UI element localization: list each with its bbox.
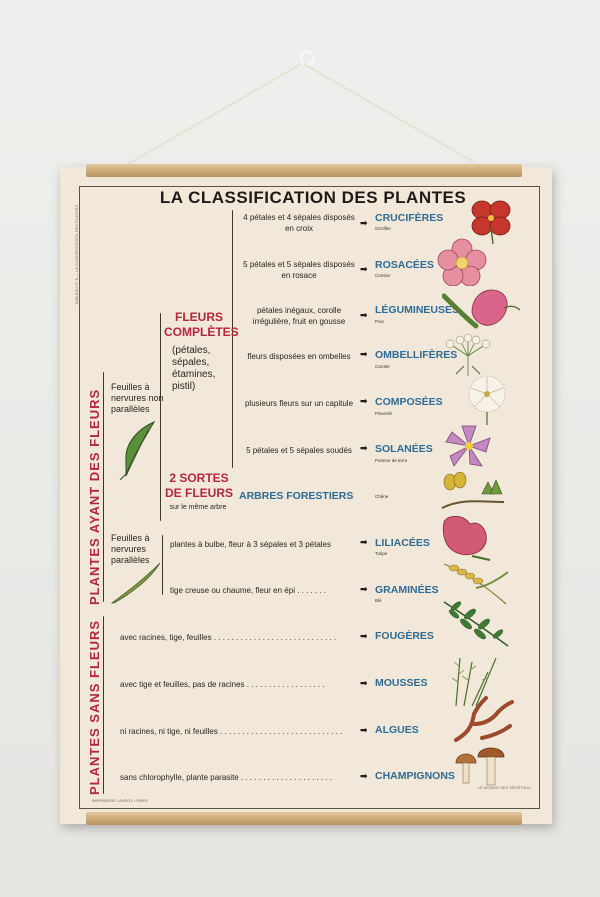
family-desc-champignons: sans chlorophylle, plante parasite . . . . . . . . . . . . . . . . . . . . .: [120, 773, 333, 782]
potato-flower-icon: [444, 424, 494, 468]
family-desc-graminees: tige creuse ou chaume, fleur en épi . . . . . . .: [170, 586, 327, 595]
umbel-flower-icon: [442, 334, 494, 378]
family-desc-mousses: avec tige et feuilles, pas de racines . . . . . . . . . . . . . . . . . .: [120, 680, 325, 689]
family-example-cruciferes: Giroflée: [375, 226, 391, 231]
family-desc-mousses-text: avec tige et feuilles, pas de racines: [120, 680, 245, 689]
corner-note: TABLEAU N° 8 — LA CLASSIFICATION DES PLANTES: [74, 204, 79, 305]
mushroom-icon: [450, 745, 510, 789]
family-desc-graminees-text: tige creuse ou chaume, fleur en épi: [170, 586, 295, 595]
pea-flower-icon: [442, 284, 522, 330]
arrow-icon: ➡: [360, 265, 368, 275]
family-name-fougeres: FOUGÈRES: [375, 630, 434, 642]
group-label-flowering: PLANTES AYANT DES FLEURS: [87, 388, 102, 605]
family-name-ombelliferes: OMBELLIFÈRES: [375, 349, 458, 361]
family-desc-composees: plusieurs fleurs sur un capitule: [244, 399, 354, 408]
family-name-solanees: SOLANÉES: [375, 443, 433, 455]
arrow-icon: ➡: [360, 585, 368, 595]
family-example-solanees: Pomme de terre: [375, 458, 408, 463]
group-label-non-flowering: PLANTES SANS FLEURS: [87, 619, 102, 795]
grass-leaf-icon: [110, 561, 162, 605]
family-example-ombelliferes: Carotte: [375, 364, 390, 369]
publisher-left: IMPRIMERIE LAVROX • PARIS: [92, 798, 149, 803]
arrow-icon: ➡: [360, 444, 368, 454]
brace-non-parallel: [160, 313, 161, 521]
arrow-icon: ➡: [360, 772, 368, 782]
family-name-arbres-forestiers: ARBRES FORESTIERS: [239, 490, 354, 502]
complete-flowers-detail: (pétales, sépales, étamines, pistil): [172, 345, 216, 392]
family-name-algues: ALGUES: [375, 724, 419, 736]
family-desc-liliacees: plantes à bulbe, fleur à 3 sépales et 3 pétales: [170, 540, 331, 549]
family-desc-cruciferes: 4 pétales et 4 sépales disposés en croix: [243, 213, 355, 233]
family-name-cruciferes: CRUCIFÈRES: [375, 212, 444, 224]
arrow-icon: ➡: [360, 350, 368, 360]
dandelion-icon: [462, 374, 512, 426]
broad-leaf-icon: [118, 418, 158, 480]
arrow-icon: ➡: [360, 679, 368, 689]
family-example-legumineuses: Pois: [375, 319, 384, 324]
rose-flower-icon: [436, 238, 488, 286]
family-desc-algues-text: ni racines, ni tige, ni feuilles: [120, 727, 218, 736]
family-desc-algues: ni racines, ni tige, ni feuilles . . . . . . . . . . . . . . . . . . . . . . . . . . . .: [120, 727, 343, 736]
tulip-icon: [438, 512, 494, 562]
family-name-graminees: GRAMINÉES: [375, 584, 439, 596]
family-example-graminees: Blé: [375, 598, 382, 603]
family-example-liliacees: Tulipe: [375, 551, 388, 556]
seaweed-icon: [452, 694, 516, 744]
arrow-icon: ➡: [360, 219, 368, 229]
poster-title: LA CLASSIFICATION DES PLANTES: [159, 188, 467, 207]
brace-non-flowering: [103, 616, 104, 794]
top-wooden-rail: [86, 164, 522, 177]
two-kinds-title: 2 SORTES DE FLEURS: [164, 471, 233, 500]
family-desc-fougeres-text: avec racines, tige, feuilles: [120, 633, 212, 642]
arrow-icon: ➡: [360, 632, 368, 642]
arrow-icon: ➡: [360, 397, 368, 407]
family-name-legumineuses: LÉGUMINEUSES: [375, 304, 460, 316]
family-desc-rosacees: 5 pétales et 5 sépales disposés en rosace: [243, 260, 355, 280]
family-name-rosacees: ROSACÉES: [375, 259, 434, 271]
publisher-right: LE MONDE DES VÉGÉTAUX: [478, 785, 531, 790]
family-desc-ombelliferes: fleurs disposées en ombelles: [247, 352, 351, 361]
oak-catkin-icon: [438, 472, 508, 516]
family-example-rosacees: Cerisier: [375, 273, 391, 278]
family-desc-solanees: 5 pétales et 5 sépales soudés: [246, 446, 352, 455]
family-example-arbres-forestiers: Chêne: [375, 494, 389, 499]
family-name-champignons: CHAMPIGNONS: [375, 770, 455, 782]
family-name-liliacees: LILIACÉES: [375, 537, 430, 549]
family-name-composees: COMPOSÉES: [375, 396, 443, 408]
family-desc-champignons-text: sans chlorophylle, plante parasite: [120, 773, 239, 782]
arrow-icon: ➡: [360, 538, 368, 548]
fern-icon: [440, 596, 512, 650]
family-desc-fougeres: avec racines, tige, feuilles . . . . . . . . . . . . . . . . . . . . . . . . . . . .: [120, 633, 337, 642]
family-desc-legumineuses: pétales inégaux, corolle irrégulière, fruit en gousse: [252, 306, 346, 326]
two-kinds-detail: sur le même arbre: [169, 504, 227, 511]
subgroup-non-parallel: Feuilles à nervures non parallèles: [111, 382, 164, 414]
arrow-icon: ➡: [360, 726, 368, 736]
brace-flowering: [103, 372, 104, 602]
complete-flowers-title: FLEURS COMPLÈTES: [164, 310, 239, 339]
subgroup-parallel: Feuilles à nervures parallèles: [111, 533, 150, 565]
family-example-composees: Pissenlit: [375, 411, 392, 416]
family-name-mousses: MOUSSES: [375, 677, 428, 689]
bottom-wooden-rail: [86, 812, 522, 825]
arrow-icon: ➡: [360, 311, 368, 321]
